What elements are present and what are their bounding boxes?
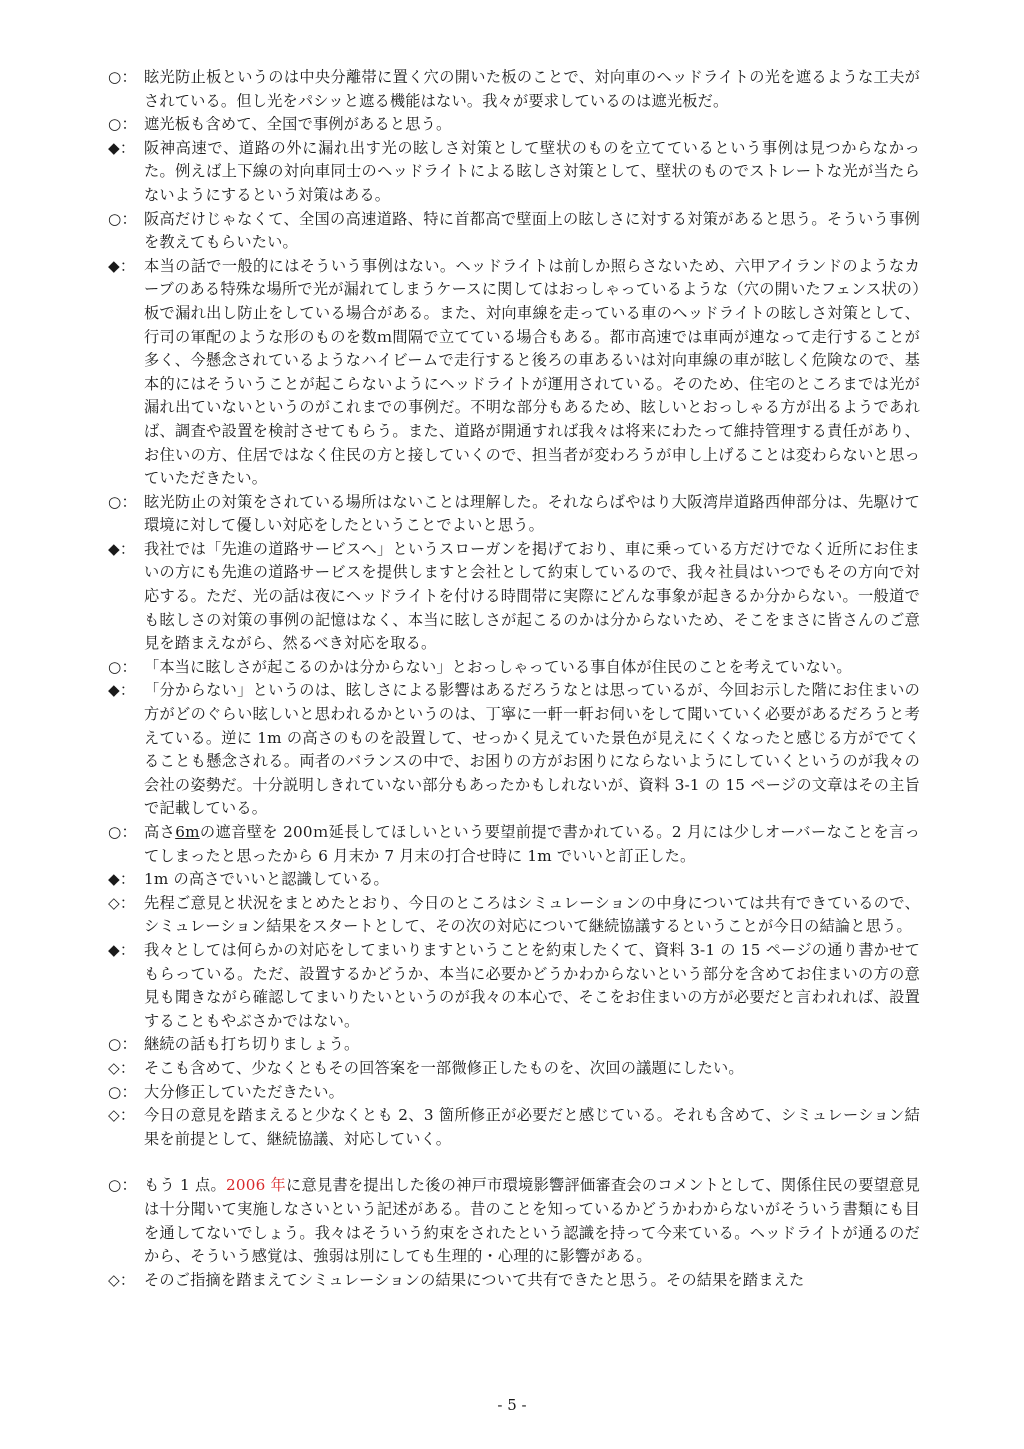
speaker-marker: ○： (108, 115, 137, 134)
entry-text-lead: もう 1 点。 (144, 1176, 226, 1195)
entry (108, 491, 920, 538)
entry-text: 「分からない」というのは、眩しさによる影響はあるだろうなとは思っているが、今回お示した階にお住まいの方がどのぐらい眩しいと思われるかというのは、丁寧に一軒一軒お伺いをして聞いていく必要があるだろうと考えている。逆に 1m の高さのものを設置して、せっかく見えていた景色が見えにくくなったと感じる方がでてくることも懸念される。両者のバランスの中で、お困りの方がお困りにならないようにしていくというのが我々の会社の姿勢だ。十分説明しきれていない部分もあったかもしれないが、資料 3-1 の 15 ページの文章はその主旨で記載している。 (144, 681, 920, 818)
underlined-height: 6m (175, 823, 200, 841)
entry-text-rest: の遮音壁を 200ｍ延長してほしいという要望前提で書かれている。2 月には少しオーバーなことを言ってしまったと思ったから 6 月末か 7 月末の打合せ時に 1m でいいと訂正した。 (144, 823, 920, 865)
entry-text: 阪高だけじゃなくて、全国の高速道路、特に首都高で壁面上の眩しさに対する対策があると思う。そういう事例を教えてもらいたい。 (144, 209, 920, 252)
speaker-marker: ◆： (108, 138, 136, 157)
entry (108, 1269, 920, 1293)
entry (108, 538, 920, 656)
entry (108, 679, 920, 821)
entry-text (144, 1174, 920, 1268)
entry-text: 遮光板も含めて、全国で事例があると思う。 (144, 115, 452, 134)
entry-text: 「本当に眩しさが起こるのかは分からない」とおっしゃっている事自体が住民のことを考えていない。 (144, 657, 852, 676)
entry-text: 本当の話で一般的にはそういう事例はない。ヘッドライトは前しか照らさないため、六甲アイランドのようなカーブのある特殊な場所で光が漏れてしまうケースに関してはおっしゃっているような（穴の開いたフェンス状の）板で漏れ出し防止をしている場合がある。また、対向車線を走っている車のヘッドライトの眩しさ対策として、行司の軍配のような形のものを数ｍ間隔で立てている場合もある。都市高速では車両が連なって走行することが多く、今懸念されているようなハイビームで走行すると後ろの車あるいは対向車線の車が眩しく危険なので、基本的にはそういうことが起こらないようにヘッドライトが運用されている。そのため、住宅のところまでは光が漏れ出ていないというのがこれまでの事例だ。不明な部分もあるため、眩しいとおっしゃる方が出るようであれば、調査や設置を検討させてもらう。また、道路が開通すれば我々は将来にわたって維持管理する責任があり、お住いの方、住居ではなく住民の方と接していくので、担当者が変わろうが申し上げることは変わらないと思っていただきたい。 (144, 256, 920, 488)
entry (108, 1033, 920, 1057)
speaker-marker: ◇： (108, 893, 136, 912)
entry (108, 208, 920, 255)
entry-text: 今日の意見を踏まえると少なくとも 2、3 箇所修正が必要だと感じている。それも含めて、シミュレーション結果を前提として、継続協議、対応していく。 (144, 1106, 920, 1148)
speaker-marker: ◆： (108, 870, 136, 889)
speaker-marker: ○： (108, 1082, 137, 1101)
entry (108, 939, 920, 1033)
speaker-marker: ◇： (108, 1058, 136, 1077)
entry (108, 868, 920, 892)
speaker-marker: ○： (108, 1176, 137, 1195)
entry (108, 113, 920, 137)
speaker-marker: ○： (108, 209, 137, 228)
entry-text: 我々としては何らかの対応をしてまいりますということを約束したくて、資料 3-1 の 15 ページの通り書かせてもらっている。ただ、設置するかどうか、本当に必要かどうかわからないという部分を含めてお住まいの方の意見も聞きながら確認してまいりたいというのが我々の本心で、そこをお住まいの方が必要だと言われれば、設置することもやぶさかではない。 (144, 940, 920, 1030)
entry-text: 我社では「先進の道路サービスへ」というスローガンを掲げており、車に乗っている方だけでなく近所にお住まいの方にも先進の道路サービスを提供しますと会社として約束しているので、我々社員はいつでもその方向で対応する。ただ、光の話は夜にヘッドライトを付ける時間帯に実際にどんな事象が起きるか分からない。一般道でも眩しさの対策の事例の記憶はなく、本当に眩しさが起こるのかは分からないため、そこをまさに皆さんのご意見を踏まえながら、然るべき対応を取る。 (144, 539, 920, 653)
entry-text-lead: 高さ (144, 823, 176, 841)
entry (108, 255, 920, 491)
entry (108, 656, 920, 680)
speaker-marker: ◇： (108, 1106, 136, 1125)
speaker-marker: ○： (108, 68, 137, 86)
entry (108, 1057, 920, 1081)
entry (108, 821, 920, 868)
page-number: - 5 - (497, 1396, 527, 1414)
entry-text: 阪神高速で、道路の外に漏れ出す光の眩しさ対策として壁状のものを立てているという事例は見つからなかった。例えば上下線の対向車同士のヘッドライトによる眩しさ対策として、壁状のものでストレートな光が当たらないようにするという対策はある。 (144, 138, 920, 204)
entry (108, 1081, 920, 1105)
speaker-marker: ◇： (108, 1270, 136, 1289)
minutes-body (108, 66, 920, 1292)
speaker-marker: ○： (108, 492, 137, 511)
speaker-marker: ◆： (108, 940, 136, 959)
entry-text: 継続の話も打ち切りましょう。 (144, 1035, 360, 1054)
speaker-marker: ○： (108, 823, 137, 841)
entry (108, 1104, 920, 1151)
highlighted-year: 2006 年 (225, 1176, 287, 1195)
entry-text: 眩光防止板というのは中央分離帯に置く穴の開いた板のことで、対向車のヘッドライトの光を遮るような工夫がされている。但し光をパシッと遮る機能はない。我々が要求しているのは遮光板だ。 (144, 68, 920, 110)
entry-text: 1m の高さでいいと認識している。 (144, 870, 389, 889)
entry-text: 大分修正していただきたい。 (144, 1082, 345, 1101)
entry-text: そのご指摘を踏まえてシミュレーションの結果について共有できたと思う。その結果を踏まえた (144, 1270, 805, 1289)
entry (108, 892, 920, 939)
entry (108, 66, 920, 113)
speaker-marker: ◆： (108, 681, 136, 700)
entry-text (144, 821, 920, 868)
speaker-marker: ◆： (108, 539, 136, 558)
speaker-marker: ○： (108, 657, 137, 676)
speaker-marker: ○： (108, 1035, 137, 1054)
speaker-marker: ◆： (108, 256, 136, 275)
entry-text: 眩光防止の対策をされている場所はないことは理解した。それならばやはり大阪湾岸道路西伸部分は、先駆けて環境に対して優しい対応をしたということでよいと思う。 (144, 492, 920, 535)
entry-text: 先程ご意見と状況をまとめたとおり、今日のところはシミュレーションの中身については共有できているので、シミュレーション結果をスタートとして、その次の対応について継続協議するということが今日の結論と思う。 (144, 893, 920, 936)
entry (108, 1174, 920, 1268)
entry (108, 137, 920, 208)
entry-text: そこも含めて、少なくともその回答案を一部微修正したものを、次回の議題にしたい。 (144, 1058, 744, 1077)
entry-text-rest: に意見書を提出した後の神戸市環境影響評価審査会のコメントとして、関係住民の要望意見は十分聞いて実施しなさいという記述がある。昔のことを知っているかどうかわからないがそういう書類にも目を通してないでしょう。我々はそういう約束をされたという認識を持って今来ている。ヘッドライトが通るのだから、そういう感覚は、強弱は別にしても生理的・心理的に影響がある。 (144, 1176, 921, 1266)
